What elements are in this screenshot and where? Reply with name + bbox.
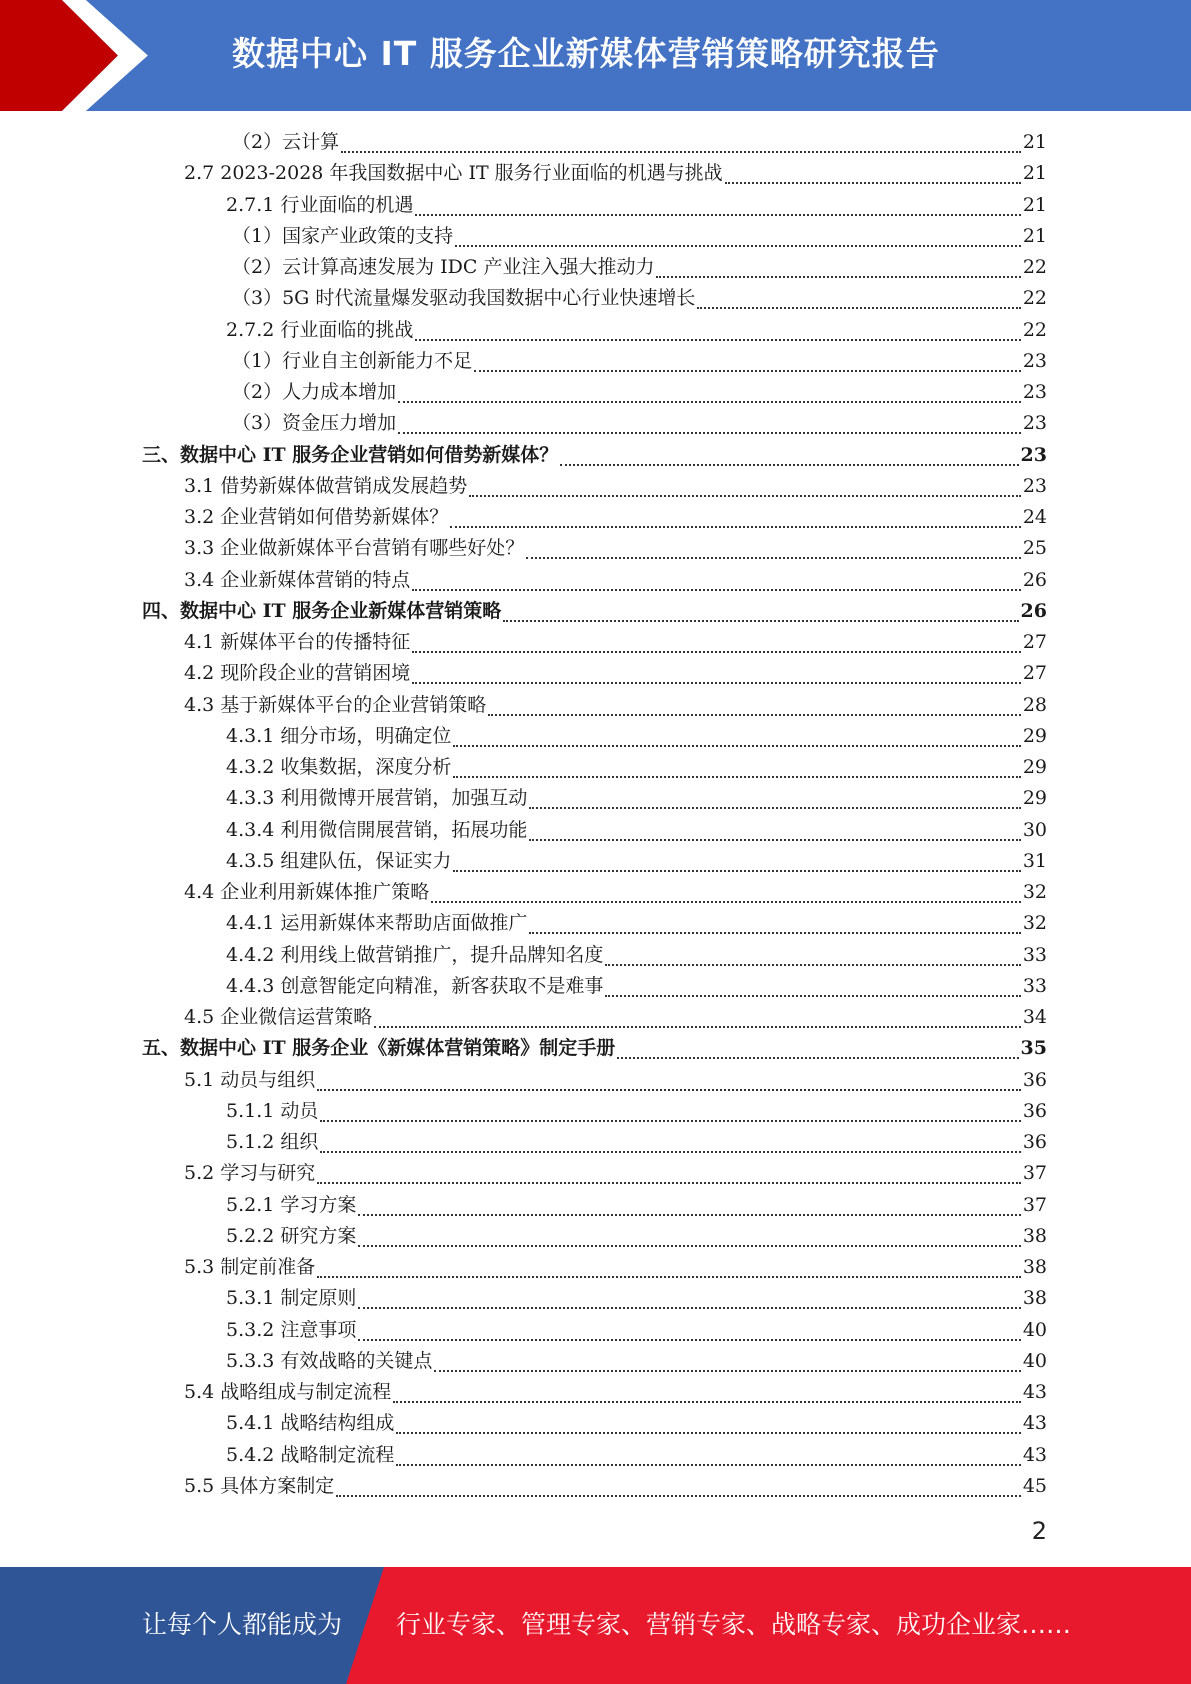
toc-dot-leader (453, 870, 1020, 872)
toc-entry[interactable] (226, 1190, 1047, 1221)
toc-entry[interactable] (226, 1127, 1047, 1158)
toc-dot-leader (358, 1245, 1020, 1247)
toc-entry-title: 5.3 制定前准备 (184, 1256, 316, 1278)
toc-dot-leader (529, 807, 1020, 809)
toc-entry-title: 2.7.1 行业面临的机遇 (226, 194, 414, 216)
toc-dot-leader (526, 557, 1021, 559)
toc-entry-page: 22 (1022, 319, 1047, 341)
toc-entry[interactable] (232, 221, 1047, 252)
toc-entry[interactable] (226, 908, 1047, 939)
toc-entry-page: 25 (1022, 537, 1047, 559)
toc-dot-leader (398, 401, 1021, 403)
toc-entry-title: （2）云计算 (232, 131, 340, 153)
toc-entry-page: 36 (1022, 1069, 1047, 1091)
toc-entry[interactable] (142, 440, 1047, 471)
toc-entry-page: 22 (1022, 287, 1047, 309)
toc-entry[interactable] (184, 1065, 1047, 1096)
page-footer (0, 1567, 1191, 1684)
toc-entry-page: 40 (1022, 1319, 1047, 1341)
toc-entry-title: 4.4.3 创意智能定向精准，新客获取不是难事 (226, 975, 604, 997)
toc-dot-leader (336, 1495, 1021, 1497)
toc-entry-page: 38 (1022, 1287, 1047, 1309)
toc-entry[interactable] (226, 1096, 1047, 1127)
toc-entry-page: 37 (1022, 1194, 1047, 1216)
toc-entry[interactable] (184, 1158, 1047, 1189)
toc-entry[interactable] (226, 1283, 1047, 1314)
toc-entry[interactable] (184, 627, 1047, 658)
toc-dot-leader (455, 245, 1021, 247)
toc-entry-page: 24 (1022, 506, 1047, 528)
toc-entry[interactable] (226, 315, 1047, 346)
toc-dot-leader (358, 1214, 1020, 1216)
toc-entry-page: 28 (1022, 694, 1047, 716)
toc-entry-page: 33 (1022, 975, 1047, 997)
toc-dot-leader (415, 214, 1020, 216)
toc-entry-title: 5.1 动员与组织 (184, 1069, 316, 1091)
toc-entry-title: 5.1.2 组织 (226, 1131, 319, 1153)
toc-entry-title: 5.4.2 战略制定流程 (226, 1444, 395, 1466)
toc-entry-title: 4.3.1 细分市场，明确定位 (226, 725, 452, 747)
toc-entry[interactable] (184, 502, 1047, 533)
toc-entry[interactable] (226, 1221, 1047, 1252)
toc-dot-leader (529, 932, 1020, 934)
toc-entry-page: 35 (1020, 1037, 1047, 1059)
toc-entry-title: 4.4.1 运用新媒体来帮助店面做推广 (226, 912, 528, 934)
toc-entry-page: 26 (1020, 600, 1047, 622)
toc-entry-page: 32 (1022, 912, 1047, 934)
toc-dot-leader (453, 745, 1020, 747)
toc-dot-leader (374, 1026, 1021, 1028)
toc-dot-leader (358, 1339, 1020, 1341)
toc-entry-title: 5.4.1 战略结构组成 (226, 1412, 395, 1434)
toc-dot-leader (412, 682, 1021, 684)
page-header (0, 0, 1191, 111)
toc-entry[interactable] (142, 596, 1047, 627)
toc-entry[interactable] (232, 377, 1047, 408)
toc-entry-page: 29 (1022, 787, 1047, 809)
toc-dot-leader (529, 839, 1020, 841)
header-arrow-decoration (0, 0, 170, 111)
toc-entry-title: （1）国家产业政策的支持 (232, 225, 454, 247)
toc-dot-leader (469, 495, 1021, 497)
toc-entry[interactable] (184, 1002, 1047, 1033)
toc-entry[interactable] (232, 283, 1047, 314)
toc-entry-page: 36 (1022, 1131, 1047, 1153)
toc-entry[interactable] (184, 1377, 1047, 1408)
toc-entry-title: 5.3.3 有效战略的关键点 (226, 1350, 433, 1372)
toc-dot-leader (503, 620, 1018, 622)
toc-dot-leader (320, 1120, 1020, 1122)
toc-entry-title: 5.2.1 学习方案 (226, 1194, 357, 1216)
toc-entry-page: 26 (1022, 569, 1047, 591)
toc-entry[interactable] (184, 471, 1047, 502)
toc-entry-title: 5.1.1 动员 (226, 1100, 319, 1122)
toc-entry[interactable] (226, 752, 1047, 783)
toc-entry-page: 21 (1022, 194, 1047, 216)
toc-entry[interactable] (184, 658, 1047, 689)
toc-entry-page: 23 (1022, 350, 1047, 372)
toc-entry-page: 32 (1022, 881, 1047, 903)
toc-entry-title: 5.3.1 制定原则 (226, 1287, 357, 1309)
toc-entry[interactable] (184, 158, 1047, 189)
toc-entry-title: 5.5 具体方案制定 (184, 1475, 335, 1497)
toc-dot-leader (320, 1151, 1020, 1153)
toc-dot-leader (341, 151, 1021, 153)
toc-entry-title: 4.3.2 收集数据，深度分析 (226, 756, 452, 778)
toc-dot-leader (605, 964, 1020, 966)
toc-entry-page: 21 (1022, 225, 1047, 247)
toc-entry-title: 4.4 企业利用新媒体推广策略 (184, 881, 430, 903)
toc-dot-leader (434, 1370, 1020, 1372)
toc-dot-leader (412, 651, 1021, 653)
toc-entry-title: （2）云计算高速发展为 IDC 产业注入强大推动力 (232, 256, 655, 278)
toc-entry-title: 2.7 2023-2028 年我国数据中心 IT 服务行业面临的机遇与挑战 (184, 162, 723, 184)
toc-entry[interactable] (184, 690, 1047, 721)
toc-entry-page: 29 (1022, 725, 1047, 747)
toc-entry[interactable] (226, 1408, 1047, 1439)
toc-entry[interactable] (226, 190, 1047, 221)
toc-entry-title: 5.2.2 研究方案 (226, 1225, 357, 1247)
toc-entry[interactable] (226, 1346, 1047, 1377)
toc-entry[interactable] (184, 877, 1047, 908)
toc-entry[interactable] (232, 252, 1047, 283)
toc-entry-title: 3.3 企业做新媒体平台营销有哪些好处？ (184, 537, 525, 559)
toc-entry[interactable] (232, 346, 1047, 377)
toc-entry[interactable] (226, 971, 1047, 1002)
toc-entry[interactable] (226, 846, 1047, 877)
toc-entry-title: 4.3.4 利用微信開展营销，拓展功能 (226, 819, 528, 841)
toc-dot-leader (396, 1432, 1020, 1434)
toc-entry-title: 5.4 战略组成与制定流程 (184, 1381, 392, 1403)
toc-entry-title: 4.5 企业微信运营策略 (184, 1006, 373, 1028)
toc-dot-leader (453, 776, 1020, 778)
toc-entry-title: 4.3.3 利用微博开展营销，加强互动 (226, 787, 528, 809)
toc-entry-title: （3）5G 时代流量爆发驱动我国数据中心行业快速增长 (232, 287, 696, 309)
toc-entry-title: （3）资金压力增加 (232, 412, 397, 434)
toc-entry-page: 45 (1022, 1475, 1047, 1497)
toc-entry-title: （2）人力成本增加 (232, 381, 397, 403)
toc-entry-title: 3.4 企业新媒体营销的特点 (184, 569, 411, 591)
toc-entry-title: 3.2 企业营销如何借势新媒体？ (184, 506, 449, 528)
toc-entry-title: 4.2 现阶段企业的营销困境 (184, 662, 411, 684)
toc-dot-leader (450, 526, 1021, 528)
toc-entry-page: 23 (1022, 381, 1047, 403)
toc-entry[interactable] (184, 565, 1047, 596)
toc-entry-title: 3.1 借势新媒体做营销成发展趋势 (184, 475, 468, 497)
toc-entry[interactable] (184, 1471, 1047, 1502)
toc-entry-page: 43 (1022, 1444, 1047, 1466)
toc-entry-page: 27 (1022, 662, 1047, 684)
toc-dot-leader (317, 1276, 1021, 1278)
toc-dot-leader (656, 276, 1020, 278)
toc-entry-title: 5.3.2 注意事项 (226, 1319, 357, 1341)
toc-entry[interactable] (142, 1033, 1047, 1064)
toc-dot-leader (560, 464, 1018, 466)
toc-dot-leader (431, 901, 1021, 903)
document-title: 数据中心 IT 服务企业新媒体营销策略研究报告 (232, 34, 940, 73)
toc-dot-leader (605, 995, 1020, 997)
toc-entry-page: 30 (1022, 819, 1047, 841)
toc-entry-page: 33 (1022, 944, 1047, 966)
toc-entry-page: 29 (1022, 756, 1047, 778)
page-number: 2 (1031, 1517, 1047, 1545)
toc-dot-leader (398, 432, 1021, 434)
toc-entry-page: 40 (1022, 1350, 1047, 1372)
toc-entry[interactable] (226, 940, 1047, 971)
toc-entry-page: 43 (1022, 1412, 1047, 1434)
toc-dot-leader (488, 714, 1021, 716)
toc-entry-title: 5.2 学习与研究 (184, 1162, 316, 1184)
toc-dot-leader (358, 1307, 1020, 1309)
toc-entry-title: 4.3.5 组建队伍，保证实力 (226, 850, 452, 872)
toc-dot-leader (725, 182, 1021, 184)
toc-entry[interactable] (226, 721, 1047, 752)
toc-dot-leader (617, 1057, 1018, 1059)
toc-entry-title: （1）行业自主创新能力不足 (232, 350, 473, 372)
footer-slogan-left: 让每个人都能成为 (142, 1610, 343, 1639)
toc-entry-page: 31 (1022, 850, 1047, 872)
toc-dot-leader (396, 1464, 1020, 1466)
toc-entry-title: 4.3 基于新媒体平台的企业营销策略 (184, 694, 487, 716)
toc-dot-leader (697, 307, 1020, 309)
toc-dot-leader (412, 589, 1021, 591)
toc-entry-title: 4.1 新媒体平台的传播特征 (184, 631, 411, 653)
toc-entry-title: 五、数据中心 IT 服务企业《新媒体营销策略》制定手册 (142, 1037, 616, 1059)
toc-dot-leader (317, 1182, 1021, 1184)
toc-entry-page: 22 (1022, 256, 1047, 278)
toc-entry-page: 36 (1022, 1100, 1047, 1122)
toc-entry-page: 21 (1022, 162, 1047, 184)
toc-entry-page: 43 (1022, 1381, 1047, 1403)
toc-entry-page: 37 (1022, 1162, 1047, 1184)
toc-entry-title: 四、数据中心 IT 服务企业新媒体营销策略 (142, 600, 502, 622)
toc-entry-page: 38 (1022, 1256, 1047, 1278)
toc-entry[interactable] (226, 1440, 1047, 1471)
toc-entry[interactable] (226, 1315, 1047, 1346)
toc-entry-page: 23 (1022, 412, 1047, 434)
toc-entry-page: 38 (1022, 1225, 1047, 1247)
toc-entry[interactable] (232, 408, 1047, 439)
toc-dot-leader (317, 1089, 1021, 1091)
footer-slogan-right: 行业专家、管理专家、营销专家、战略专家、成功企业家…… (396, 1610, 1072, 1639)
toc-entry[interactable] (226, 815, 1047, 846)
toc-entry-page: 23 (1022, 475, 1047, 497)
toc-entry-page: 27 (1022, 631, 1047, 653)
toc-entry[interactable] (184, 1252, 1047, 1283)
toc-entry[interactable] (226, 783, 1047, 814)
toc-entry-page: 23 (1020, 444, 1047, 466)
toc-entry[interactable] (232, 127, 1047, 158)
toc-entry-page: 21 (1022, 131, 1047, 153)
toc-dot-leader (474, 370, 1021, 372)
toc-dot-leader (415, 339, 1020, 341)
toc-entry-page: 34 (1022, 1006, 1047, 1028)
toc-dot-leader (393, 1401, 1021, 1403)
toc-entry-title: 2.7.2 行业面临的挑战 (226, 319, 414, 341)
toc-entry-title: 4.4.2 利用线上做营销推广，提升品牌知名度 (226, 944, 604, 966)
toc-entry[interactable] (184, 533, 1047, 564)
toc-entry-title: 三、数据中心 IT 服务企业营销如何借势新媒体？ (142, 444, 559, 466)
